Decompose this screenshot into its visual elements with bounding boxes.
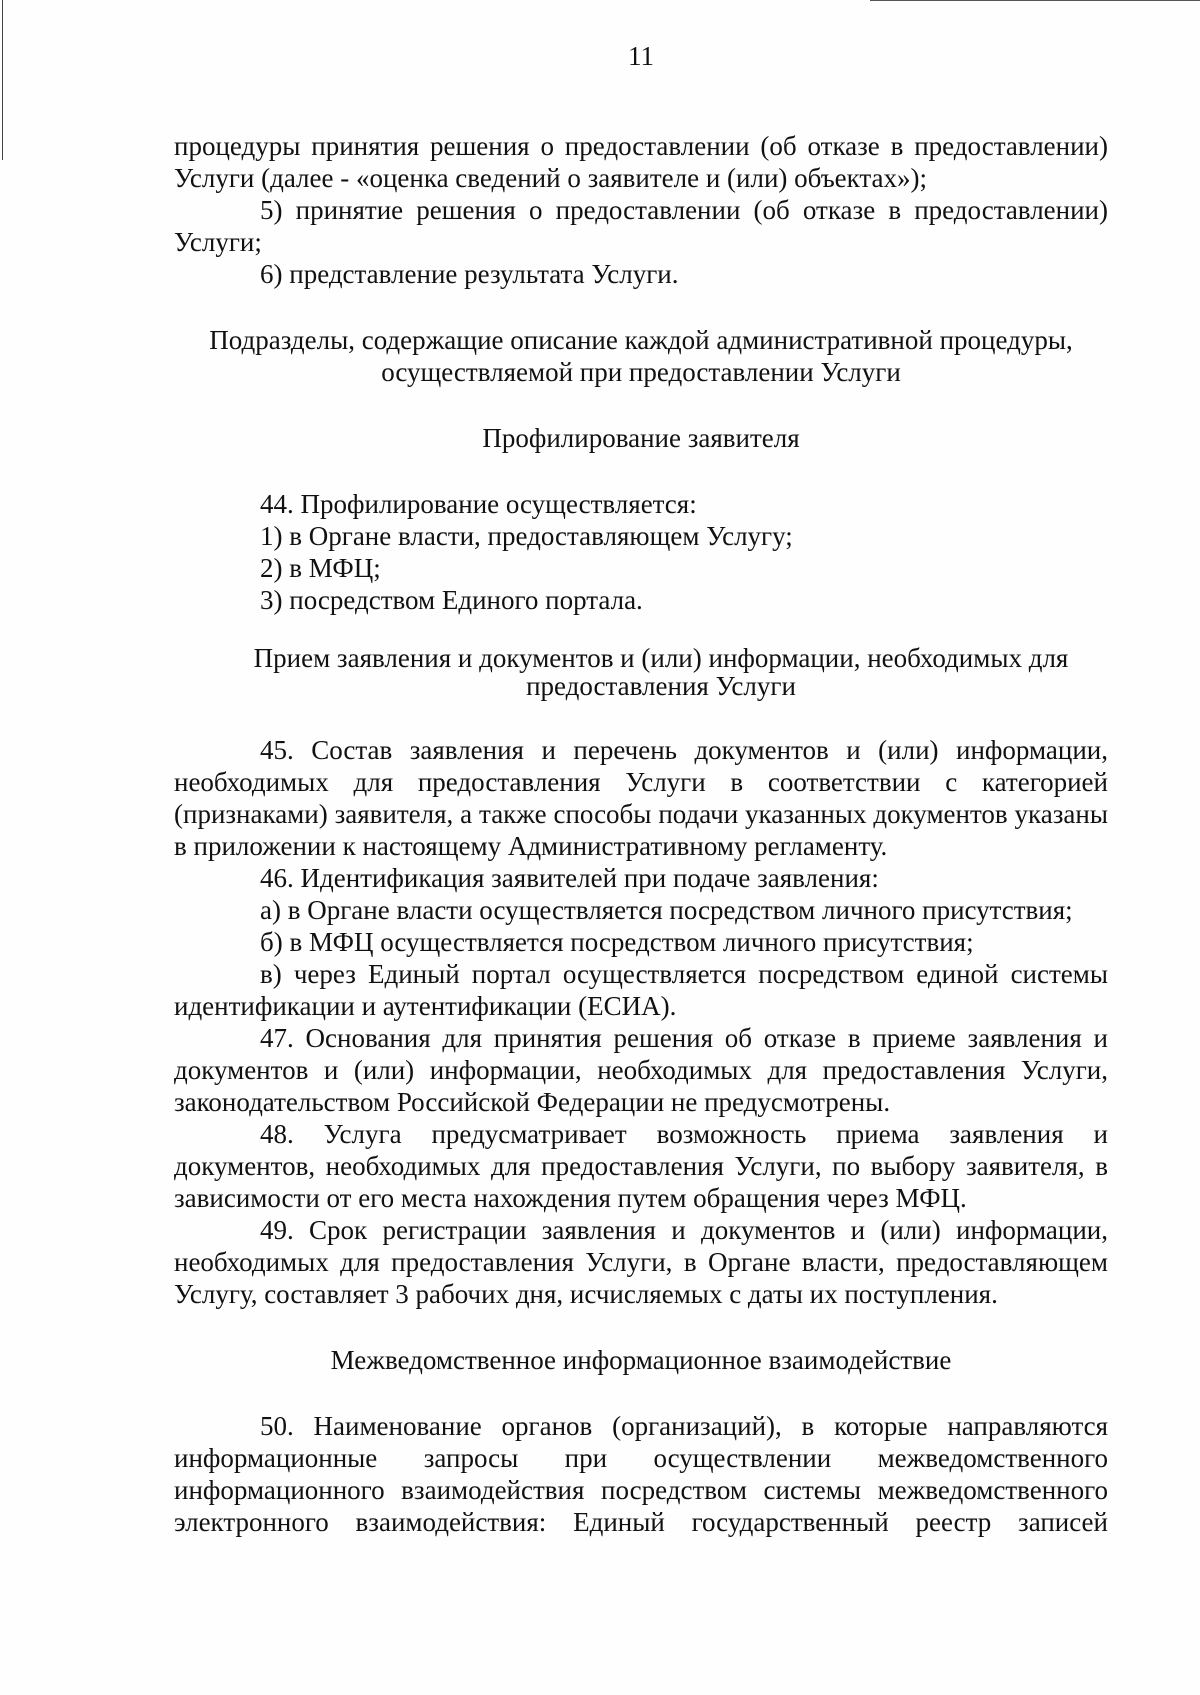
list-item-5: 5) принятие решения о предоставлении (об отказе в предоставлении) Услуги;	[174, 195, 1108, 257]
paragraph-44-item-3: 3) посредством Единого портала.	[260, 585, 643, 615]
section-heading-application: Прием заявления и документов и (или) информации, необходимых для предоставления Услуги	[253, 643, 1069, 701]
list-item-6: 6) представление результата Услуги.	[260, 259, 679, 289]
scan-edge-left	[2, 0, 3, 160]
section-heading-interagency: Межведомственное информационное взаимодействие	[330, 1345, 952, 1375]
paragraph-44-item-2: 2) в МФЦ;	[260, 553, 381, 583]
paragraph-50: 50. Наименование органов (организаций), в которые направляются информационные запросы при осуществлении межведомственного информационного взаимодействия посредством системы межведомственного электронного взаимодействия: Единый государственный реестр записей	[174, 1411, 1108, 1537]
page-number: 11	[628, 41, 654, 71]
section-heading-profiling: Профилирование заявителя	[482, 423, 800, 453]
paragraph-46-item-a: а) в Органе власти осуществляется посредством личного присутствия;	[260, 895, 1073, 925]
paragraph-continuation: процедуры принятия решения о предоставлении (об отказе в предоставлении) Услуги (далее - «оценка сведений о заявителе и (или) объектах»);	[174, 131, 1108, 193]
paragraph-46: 46. Идентификация заявителей при подаче заявления:	[260, 863, 879, 893]
scan-edge-top	[870, 0, 1200, 1]
document-body	[174, 40, 1108, 1538]
paragraph-44: 44. Профилирование осуществляется:	[260, 489, 697, 519]
paragraph-46-item-b: б) в МФЦ осуществляется посредством личного присутствия;	[260, 927, 974, 957]
paragraph-44-item-1: 1) в Органе власти, предоставляющем Услугу;	[260, 521, 793, 551]
paragraph-45: 45. Состав заявления и перечень документов и (или) информации, необходимых для предоставления Услуги в соответствии с категорией (признаками) заявителя, а также способы подачи указанных документов указаны в приложении к настоящему Административному регламенту.	[174, 735, 1108, 861]
paragraph-46-item-v: в) через Единый портал осуществляется посредством единой системы идентификации и аутентификации (ЕСИА).	[174, 959, 1108, 1021]
section-heading-subsections: Подразделы, содержащие описание каждой административной процедуры, осуществляемой при предоставлении Услуги	[209, 325, 1073, 387]
paragraph-47: 47. Основания для принятия решения об отказе в приеме заявления и документов и (или) информации, необходимых для предоставления Услуги, законодательством Российской Федерации не предусмотрены.	[174, 1023, 1108, 1117]
paragraph-48: 48. Услуга предусматривает возможность приема заявления и документов, необходимых для предоставления Услуги, по выбору заявителя, в зависимости от его места нахождения путем обращения через МФЦ.	[174, 1119, 1108, 1213]
paragraph-49: 49. Срок регистрации заявления и документов и (или) информации, необходимых для предоставления Услуги, в Органе власти, предоставляющем Услугу, составляет 3 рабочих дня, исчисляемых с даты их поступления.	[174, 1215, 1108, 1309]
